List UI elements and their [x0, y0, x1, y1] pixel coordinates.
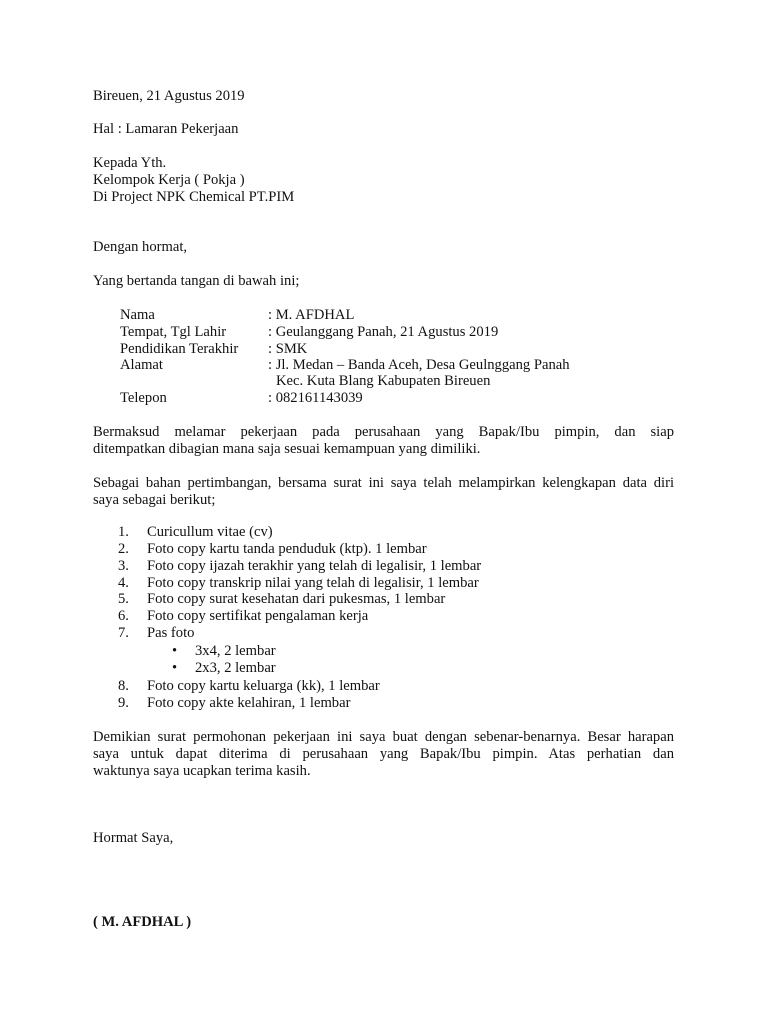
list-text: Foto copy transkrip nilai yang telah di legalisir, 1 lembar: [147, 575, 479, 591]
place-date: Bireuen, 21 Agustus 2019: [93, 88, 245, 104]
detail-label: Nama: [120, 307, 155, 323]
text-line: Demikian surat permohonan pekerjaan ini saya buat dengan sebenar-benarnya. Besar harapan: [93, 729, 674, 745]
list-number: 7.: [118, 625, 129, 641]
list-item: [118, 678, 380, 695]
bullet-icon: •: [172, 660, 178, 676]
recipient-line: Kelompok Kerja ( Pokja ): [93, 172, 245, 188]
list-number: 9.: [118, 695, 129, 711]
list-item: [118, 575, 479, 592]
text-line: waktunya saya ucapkan terima kasih.: [93, 763, 311, 779]
text-line: Sebagai bahan pertimbangan, bersama surat ini saya telah melampirkan kelengkapan data diri: [93, 475, 674, 491]
sub-list-item: [172, 660, 276, 677]
detail-label: Telepon: [120, 390, 167, 406]
list-item: [118, 625, 194, 642]
greeting: Dengan hormat,: [93, 239, 188, 255]
recipient-line: Di Project NPK Chemical PT.PIM: [93, 189, 295, 205]
detail-row: [120, 341, 307, 358]
bullet-icon: •: [172, 643, 178, 659]
list-number: 8.: [118, 678, 129, 694]
text-line: Bermaksud melamar pekerjaan pada perusahaan yang Bapak/Ibu pimpin, dan siap: [93, 424, 674, 440]
list-item: [118, 541, 427, 558]
paragraph-attachments-intro: [93, 475, 674, 509]
recipient-line: Kepada Yth.: [93, 155, 167, 171]
list-text: 3x4, 2 lembar: [195, 643, 276, 659]
subject: Hal : Lamaran Pekerjaan: [93, 121, 239, 137]
detail-value: : M. AFDHAL: [268, 307, 355, 323]
closing: Hormat Saya,: [93, 830, 174, 846]
list-number: 3.: [118, 558, 129, 574]
detail-value: : 082161143039: [268, 390, 363, 406]
text-line: saya sebagai berikut;: [93, 492, 216, 508]
detail-row: [120, 324, 498, 341]
detail-value: : SMK: [268, 341, 308, 357]
list-number: 6.: [118, 608, 129, 624]
sub-list-item: [172, 643, 276, 660]
detail-row: [120, 390, 363, 407]
list-text: Curicullum vitae (cv): [147, 524, 273, 540]
detail-row: [120, 357, 570, 374]
list-number: 5.: [118, 591, 129, 607]
list-item: [118, 558, 481, 575]
paragraph-purpose: [93, 424, 674, 458]
detail-label: Tempat, Tgl Lahir: [120, 324, 227, 340]
signature-name: ( M. AFDHAL ): [93, 914, 192, 930]
list-item: [118, 608, 368, 625]
list-text: Foto copy surat kesehatan dari pukesmas, 1 lembar: [147, 591, 446, 607]
detail-label: Alamat: [120, 357, 163, 373]
detail-value-cont: Kec. Kuta Blang Kabupaten Bireuen: [276, 373, 491, 389]
intro: Yang bertanda tangan di bawah ini;: [93, 273, 300, 289]
list-text: 2x3, 2 lembar: [195, 660, 276, 676]
detail-value: : Jl. Medan – Banda Aceh, Desa Geulnggang Panah: [268, 357, 570, 373]
list-number: 4.: [118, 575, 129, 591]
list-number: 1.: [118, 524, 129, 540]
list-text: Foto copy ijazah terakhir yang telah di legalisir, 1 lembar: [147, 558, 482, 574]
list-item: [118, 524, 273, 541]
list-number: 2.: [118, 541, 129, 557]
detail-row: [120, 307, 354, 324]
list-text: Foto copy akte kelahiran, 1 lembar: [147, 695, 351, 711]
text-line: saya untuk dapat diterima di perusahaan yang Bapak/Ibu pimpin. Atas perhatian dan: [93, 746, 674, 762]
detail-label: Pendidikan Terakhir: [120, 341, 239, 357]
list-item: [118, 591, 445, 608]
list-text: Foto copy kartu tanda penduduk (ktp). 1 lembar: [147, 541, 427, 557]
list-text: Pas foto: [147, 625, 195, 641]
text-line: ditempatkan dibagian mana saja sesuai kemampuan yang dimiliki.: [93, 441, 481, 457]
list-item: [118, 695, 350, 712]
list-text: Foto copy sertifikat pengalaman kerja: [147, 608, 369, 624]
paragraph-closing: [93, 729, 674, 780]
detail-value: : Geulanggang Panah, 21 Agustus 2019: [268, 324, 499, 340]
list-text: Foto copy kartu keluarga (kk), 1 lembar: [147, 678, 380, 694]
